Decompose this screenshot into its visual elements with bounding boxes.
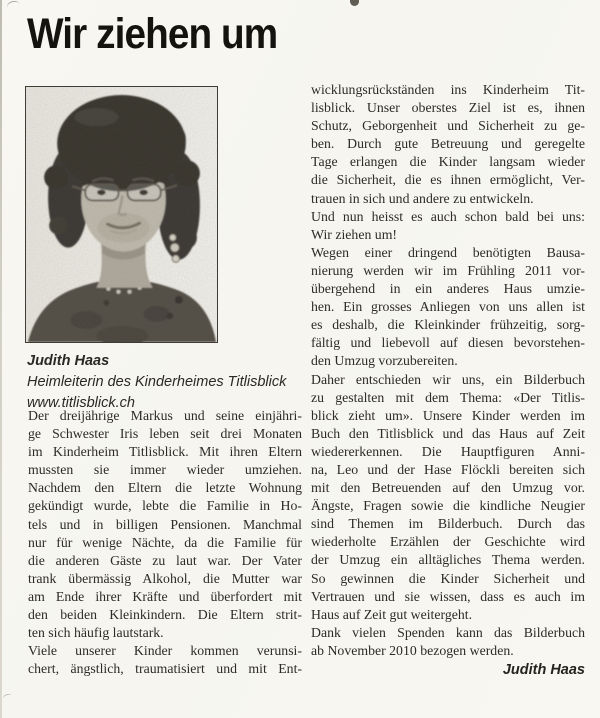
article-text-line: die anderen Gäste zu laut war. Der Vater: [28, 552, 302, 568]
article-text-line: nierung werden wir im Frühling 2011 vor-: [311, 262, 585, 278]
scan-mark-bottom-left: [2, 693, 13, 703]
scan-edge-artifact: [0, 0, 2, 718]
article-text-line: Vertrauen und sie wissen, dass es auch im: [311, 588, 585, 604]
left-column-text: [28, 407, 302, 678]
article-text-line: den Umzug vorzubereiten.: [311, 353, 458, 369]
article-text-line: lisblick. Unser oberstes Ziel ist es, ihnen: [311, 100, 585, 116]
portrait-illustration: [26, 87, 217, 342]
article-text-line: zu gestalten mit dem Thema: «Der Titlis-: [311, 389, 585, 405]
article-text-line: wiedererkennen. Die Hauptfiguren Anni-: [311, 443, 585, 459]
article-text-line: blick zieht um». Unsere Kinder werden im: [311, 407, 585, 423]
article-text-line: Ängste, Fragen sowie die kindliche Neugier: [311, 498, 585, 514]
caption-author-name: Judith Haas: [27, 353, 110, 369]
photo-caption: [27, 351, 305, 414]
article-text-line: gekündigt wurde, lebte die Familie in Ho-: [28, 498, 302, 514]
article-text-line: Schutz, Geborgenheit und Sicherheit zu ge-: [311, 118, 585, 134]
article-text-line: ab November 2010 bezogen werden.: [311, 642, 514, 658]
article-text-line: Haus auf Zeit gut weitergeht.: [311, 606, 473, 622]
article-text-line: Dank vielen Spenden kann das Bilderbuch: [311, 624, 585, 640]
article-text-line: Daher entschieden wir uns, ein Bilderbuch: [311, 371, 585, 387]
article-text-line: wiederholte Erzählen der Geschichte wird: [311, 534, 585, 550]
article-text-line: trauen in sich und andere zu entwickeln.: [311, 190, 534, 206]
article-text-line: So gewinnen die Kinder Sicherheit und: [311, 570, 585, 586]
article-text-line: hen. Ein grosses Anliegen von uns allen ist: [311, 299, 585, 315]
article-text-line: fältig und liebevoll auf diesen bevorstehen-: [311, 335, 585, 351]
article-text-line: nur für wenige Nächte, da die Familie für: [28, 534, 302, 550]
article-text-line: die Sicherheit, die es ihnen ermöglicht, Ver-: [311, 172, 585, 188]
article-text-line: ben. Durch gute Betreuung und geregelte: [311, 136, 585, 152]
article-text-line: den beiden Kleinkindern. Die Eltern strit-: [28, 607, 302, 623]
article-text-line: übergehend in ein anderes Haus umzie-: [311, 281, 585, 297]
right-column-text: [311, 81, 585, 660]
article-text-line: trank übermässig Alkohol, die Mutter war: [28, 570, 302, 586]
article-text-line: tels und in billigen Pensionen. Manchmal: [28, 516, 302, 532]
article-title: Wir ziehen um: [27, 10, 278, 58]
article-text-line: Buch den Titlisblick und das Haus auf Zeit: [311, 425, 585, 441]
article-text-line: Viele unserer Kinder kommen verunsi-: [28, 643, 302, 659]
article-signature: Judith Haas: [502, 662, 585, 678]
article-text-line: Tage erlangen die Kinder langsam wieder: [311, 154, 585, 170]
article-text-line: sind Themen im Bilderbuch. Durch das: [311, 516, 585, 532]
article-text-line: am Ende ihrer Kräfte und überfordert mit: [28, 588, 302, 604]
article-text-line: chert, ängstlich, traumatisiert und mit Ent-: [28, 661, 302, 677]
article-text-line: Wegen einer dringend benötigten Bausa-: [311, 244, 585, 260]
article-text-line: ten sich häufig lautstark.: [28, 625, 164, 641]
scan-mark-top-center: [350, 0, 359, 6]
portrait-photo: [25, 86, 218, 343]
article-text-line: mussten sie immer wieder umziehen.: [28, 462, 302, 478]
article-text-line: ge Schwester Iris leben seit drei Monaten: [28, 426, 302, 442]
article-text-line: wicklungsrückständen ins Kinderheim Tit-: [311, 82, 585, 97]
article-text-line: im Kinderheim Titlisblick. Mit ihren Eltern: [28, 444, 302, 460]
article-text-line: na, Leo und der Hase Flöckli bereiten sich: [311, 461, 585, 477]
scan-grain-overlay: [26, 87, 217, 342]
article-text-line: mit den Betreuenden auf den Umzug vor.: [311, 480, 585, 496]
article-text-line: es deshalb, die Kleinkinder frühzeitig, sorg-: [311, 317, 585, 333]
article-text-line: Der dreijährige Markus und seine einjähri-: [28, 408, 302, 423]
article-text-line: Nachdem den Eltern die letzte Wohnung: [28, 480, 302, 496]
article-text-line: Wir ziehen um!: [311, 226, 398, 242]
caption-author-role: Heimleiterin des Kinderheimes Titlisblick: [27, 374, 287, 390]
article-text-line: Und nun heisst es auch schon bald bei uns:: [311, 208, 585, 224]
article-text-line: der Umzug ein alltägliches Thema werden.: [311, 552, 585, 568]
caption-website: www.titlisblick.ch: [27, 395, 135, 411]
scan-mark-top-left: [6, 0, 21, 12]
